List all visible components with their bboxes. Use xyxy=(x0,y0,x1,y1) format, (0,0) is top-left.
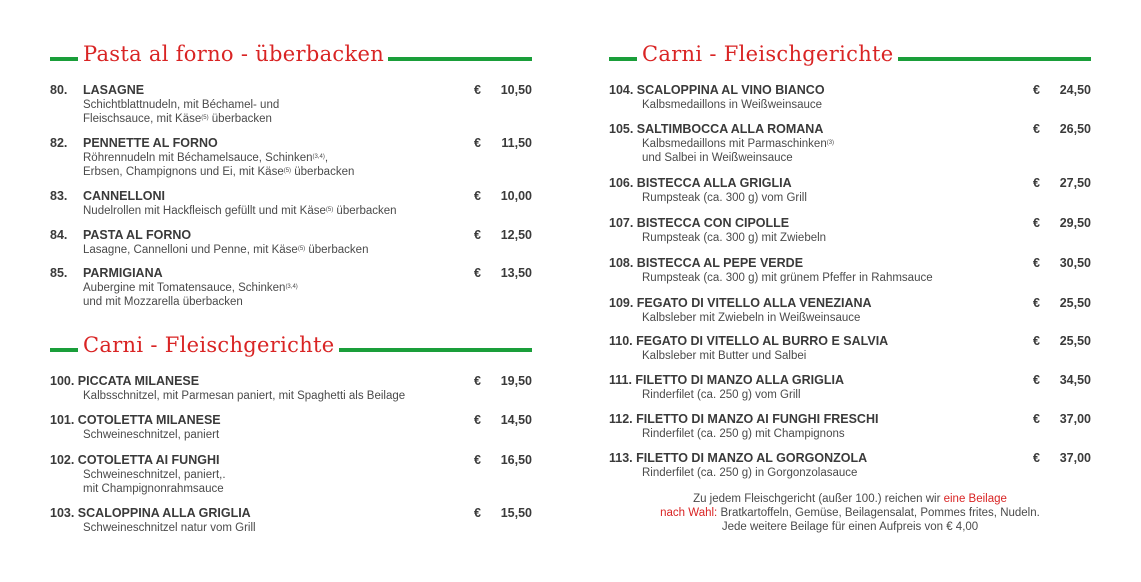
item-number: 83. xyxy=(50,189,68,203)
desc-line: Kalbsleber mit Zwiebeln in Weißweinsauce xyxy=(642,312,861,324)
desc-line: Schweineschnitzel, paniert xyxy=(83,429,220,441)
desc-line: Rumpsteak (ca. 300 g) mit Zwiebeln xyxy=(642,232,827,244)
desc-line: Kalbsleber mit Butter und Salbei xyxy=(642,350,807,362)
desc-line: Rinderfilet (ca. 250 g) vom Grill xyxy=(642,389,801,401)
item-name: PARMIGIANA xyxy=(83,266,163,280)
item-name: 109. FEGATO DI VITELLO ALLA VENEZIANA xyxy=(609,296,872,310)
section-title: Pasta al forno - überbacken xyxy=(83,42,385,66)
item-description xyxy=(642,231,826,245)
desc-line: und Salbei in Weißweinsauce xyxy=(642,152,793,164)
desc-line: Erbsen, Champignons und Ei, mit Käse$^{(5)}$ überbacken xyxy=(83,166,355,178)
item-description xyxy=(642,137,834,165)
item-description xyxy=(83,151,354,179)
desc-line: Lasagne, Cannelloni und Penne, mit Käse$^{(5)}$ überbacken xyxy=(83,244,369,256)
desc-line: und mit Mozzarella überbacken xyxy=(83,296,243,308)
item-name: 102. COTOLETTA AI FUNGHI xyxy=(50,453,220,467)
item-description xyxy=(83,243,368,257)
item-description xyxy=(83,521,256,535)
item-description xyxy=(642,427,845,441)
desc-line: mit Champignonrahmsauce xyxy=(83,483,224,495)
item-name: LASAGNE xyxy=(83,83,145,97)
item-description xyxy=(642,98,822,112)
desc-line: Nudelrollen mit Hackfleisch gefüllt und mit Käse$^{(5)}$ überbacken xyxy=(83,205,397,217)
desc-line: Aubergine mit Tomatensauce, Schinken$^{(3,4)}$ xyxy=(83,282,298,294)
item-name: 106. BISTECCA ALLA GRIGLIA xyxy=(609,176,792,190)
item-description xyxy=(642,466,857,480)
item-number: 82. xyxy=(50,136,68,150)
item-name: 113. FILETTO DI MANZO AL GORGONZOLA xyxy=(609,451,868,465)
item-name: 110. FEGATO DI VITELLO AL BURRO E SALVIA xyxy=(609,334,889,348)
item-description xyxy=(642,271,933,285)
item-description xyxy=(642,191,807,205)
desc-line: Kalbsmedaillons in Weißweinsauce xyxy=(642,99,823,111)
desc-line: Schichtblattnudeln, mit Béchamel- und xyxy=(83,99,280,111)
item-description xyxy=(642,388,801,402)
item-name: 100. PICCATA MILANESE xyxy=(50,374,200,388)
item-name: CANNELLONI xyxy=(83,189,165,203)
heading-bar-right xyxy=(898,57,1091,61)
item-name: 112. FILETTO DI MANZO AI FUNGHI FRESCHI xyxy=(609,412,879,426)
side-dish-note xyxy=(609,492,1091,534)
note-line: Jede weitere Beilage für einen Aufpreis von € 4,00 xyxy=(721,521,979,533)
heading-bar-right xyxy=(388,57,532,61)
section-title: Carni - Fleischgerichte xyxy=(83,333,335,357)
desc-line: Fleischsauce, mit Käse$^{(5)}$ überbacken xyxy=(83,113,272,125)
item-description xyxy=(642,311,860,325)
item-name: PENNETTE AL FORNO xyxy=(83,136,218,150)
desc-line: Röhrennudeln mit Béchamelsauce, Schinken$^{(3,4)}$, xyxy=(83,152,329,164)
item-name: 107. BISTECCA CON CIPOLLE xyxy=(609,216,790,230)
item-description xyxy=(83,281,298,309)
desc-line: Schweineschnitzel natur vom Grill xyxy=(83,522,256,534)
item-description xyxy=(83,468,226,496)
item-name: 103. SCALOPPINA ALLA GRIGLIA xyxy=(50,506,251,520)
heading-bar-left xyxy=(50,57,78,61)
item-name: 101. COTOLETTA MILANESE xyxy=(50,413,221,427)
item-number: 85. xyxy=(50,266,68,280)
desc-line: Rinderfilet (ca. 250 g) in Gorgonzolasauce xyxy=(642,467,858,479)
section-title: Carni - Fleischgerichte xyxy=(642,42,894,66)
desc-line: Kalbsschnitzel, mit Parmesan paniert, mit Spaghetti als Beilage xyxy=(83,390,406,402)
desc-line: Schweineschnitzel, paniert,. xyxy=(83,469,226,481)
item-name: PASTA AL FORNO xyxy=(83,228,192,242)
desc-line: Rinderfilet (ca. 250 g) mit Champignons xyxy=(642,428,845,440)
item-name: 105. SALTIMBOCCA ALLA ROMANA xyxy=(609,122,824,136)
item-name: 108. BISTECCA AL PEPE VERDE xyxy=(609,256,804,270)
item-description xyxy=(642,349,806,363)
heading-bar-left xyxy=(50,348,78,352)
note-line: nach Wahl: Bratkartoffeln, Gemüse, Beilagensalat, Pommes frites, Nudeln. xyxy=(660,507,1040,519)
item-name: 111. FILETTO DI MANZO ALLA GRIGLIA xyxy=(609,373,844,387)
item-description xyxy=(83,204,397,218)
item-description xyxy=(83,389,405,403)
item-description xyxy=(83,428,219,442)
section-heading-carni xyxy=(50,333,532,362)
heading-bar-left xyxy=(609,57,637,61)
item-number: 80. xyxy=(50,83,68,97)
desc-line: Kalbsmedaillons mit Parmaschinken$^{(3)}$ xyxy=(642,138,835,150)
desc-line: Rumpsteak (ca. 300 g) vom Grill xyxy=(642,192,807,204)
heading-bar-right xyxy=(339,348,532,352)
item-number: 84. xyxy=(50,228,68,242)
section-heading-carni-right xyxy=(609,42,1091,71)
item-description xyxy=(83,98,279,126)
item-name: 104. SCALOPPINA AL VINO BIANCO xyxy=(609,83,825,97)
desc-line: Rumpsteak (ca. 300 g) mit grünem Pfeffer in Rahmsauce xyxy=(642,272,933,284)
note-line: Zu jedem Fleischgericht (außer 100.) reichen wir eine Beilage xyxy=(693,493,1007,505)
section-heading-pasta xyxy=(50,42,532,71)
